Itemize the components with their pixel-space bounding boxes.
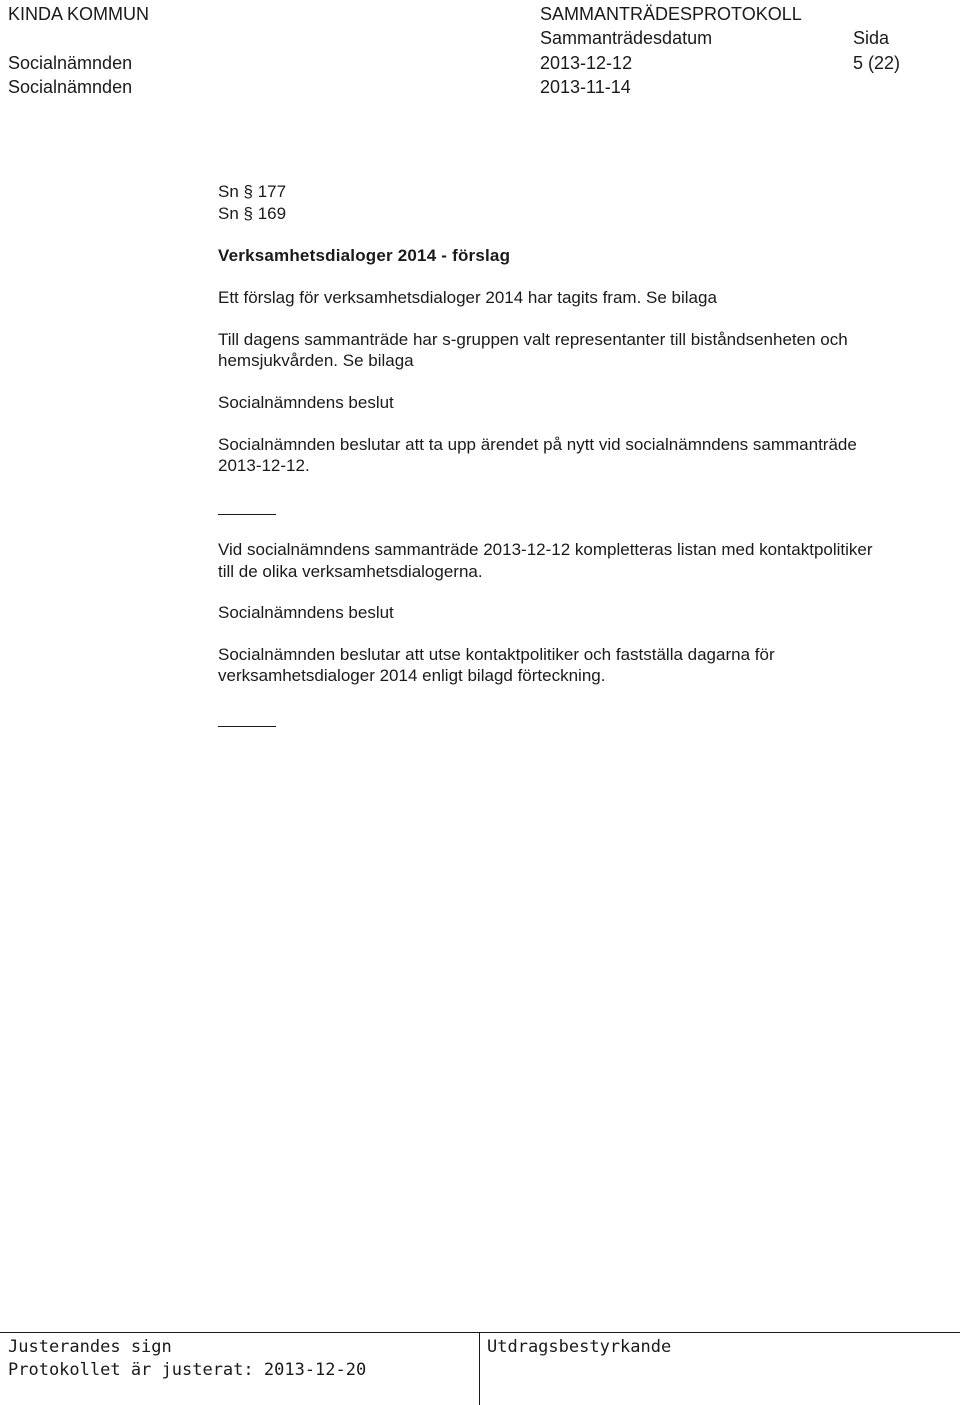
decision-text: Socialnämnden beslutar att utse kontaktpolitiker och fastställa dagarna för [218, 645, 775, 664]
decision-text: Socialnämnden beslutar att ta upp ärendet på nytt vid socialnämndens sammanträde [218, 435, 857, 454]
footer-divider [479, 1333, 480, 1405]
decision-heading: Socialnämndens beslut [218, 393, 394, 412]
adjuster-sign-label: Justerandes sign [8, 1337, 172, 1357]
info-line: hemsjukvården. Se bilaga [218, 351, 414, 370]
followup-text: till de olika verksamhetsdialogerna. [218, 562, 483, 581]
extract-certification-label: Utdragsbestyrkande [487, 1337, 672, 1357]
document-type: SAMMANTRÄDESPROTOKOLL [540, 4, 802, 24]
meeting-date: 2013-12-12 [540, 53, 633, 73]
protocol-justified-text: Protokollet är justerat: 2013-12-20 [8, 1360, 367, 1380]
section-separator [218, 726, 276, 727]
page-label: Sida [853, 28, 890, 48]
meeting-date-label: Sammanträdesdatum [540, 28, 713, 48]
decision-text: 2013-12-12. [218, 456, 310, 475]
info-line: Till dagens sammanträde har s-gruppen valt representanter till biståndsenheten och [218, 330, 848, 349]
followup-text: Vid socialnämndens sammanträde 2013-12-12 kompletteras listan med kontaktpolitiker [218, 540, 873, 559]
item-title: Verksamhetsdialoger 2014 - förslag [218, 246, 511, 265]
page-number: 5 (22) [853, 53, 901, 73]
signature-footer [0, 1332, 960, 1405]
committee-name: Socialnämnden [8, 53, 133, 73]
decision-text: verksamhetsdialoger 2014 enligt bilagd förteckning. [218, 666, 606, 685]
decision-heading: Socialnämndens beslut [218, 603, 394, 622]
meeting-date: 2013-11-14 [540, 77, 631, 97]
committee-name: Socialnämnden [8, 77, 133, 97]
paragraph-reference: Sn § 169 [218, 204, 287, 223]
municipality-name: KINDA KOMMUN [8, 4, 150, 24]
intro-text: Ett förslag för verksamhetsdialoger 2014 har tagits fram. Se bilaga [218, 288, 717, 307]
section-separator [218, 514, 276, 515]
paragraph-reference: Sn § 177 [218, 182, 287, 201]
